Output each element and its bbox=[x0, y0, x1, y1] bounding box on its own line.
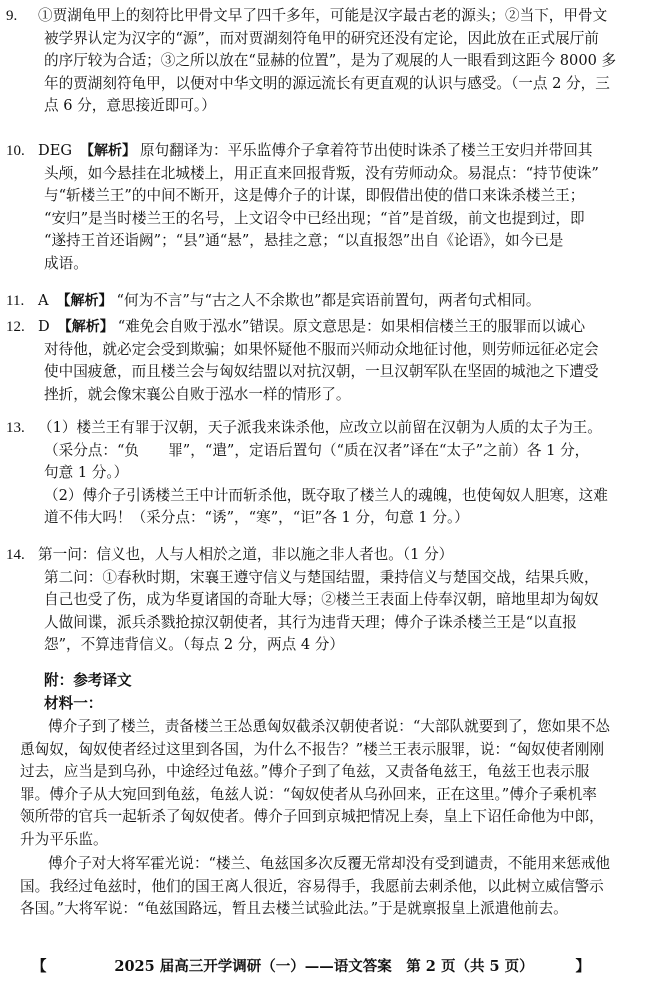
question-number: 11. bbox=[6, 293, 25, 309]
analysis-text: 头颅，如今悬挂在北城楼上，用正直来回报背叛，没有劳师动众。易混点：“持节使诛” bbox=[44, 164, 599, 182]
answer-text: 道不伟大吗！（采分点：“诱”，“寒”，“讵”各 1 分，句意 1 分。） bbox=[44, 509, 469, 527]
question-number: 13. bbox=[6, 420, 25, 436]
analysis-text: 与“斩楼兰王”的中间不断开，这是傅介子的计谋，即假借出使的借口来诛杀楼兰王； bbox=[44, 187, 585, 205]
answer-text: 被学界认定为汉字的“源”，而对贾湖刻符龟甲的研究还没有定论，因此放在正式展厅前 bbox=[44, 29, 599, 47]
analysis-text: “遂持王首还诣阙”；“县”通“悬”，悬挂之意；“以直报怨”出自《论语》，如今已是 bbox=[44, 232, 564, 250]
material-label: 材料一： bbox=[44, 694, 103, 712]
question-number: 10. bbox=[6, 143, 25, 159]
appendix bbox=[6, 670, 638, 715]
analysis-text: “何为不言”与“古之人不余欺也”都是宾语前置句，两者句式相同。 bbox=[116, 292, 541, 309]
footer-left-bracket: 【 bbox=[32, 958, 47, 975]
question-14 bbox=[6, 544, 638, 657]
question-11 bbox=[6, 290, 638, 313]
translation-line: 过去，应当是到乌孙，中途经过龟兹。”傅介子到了龟兹，又责备龟兹王，龟兹王也表示服 bbox=[20, 763, 590, 781]
translation-line: 升为平乐监。 bbox=[20, 830, 108, 848]
translation-line: 国。我经过龟兹时，他们的国王离人很近，容易得手，我愿前去刺杀他，以此树立威信警示 bbox=[20, 877, 604, 895]
translation-paragraph-1 bbox=[6, 716, 638, 852]
footer-right-bracket: 】 bbox=[575, 958, 590, 975]
answer-key: DEG bbox=[38, 142, 73, 159]
answer-text: 第一问：信义也，人与人相於之道，非以施之非人者也。（1 分） bbox=[38, 546, 454, 563]
footer-text: 2025 届高三开学调研（一）——语文答案 第 2 页（共 5 页） bbox=[114, 958, 534, 975]
analysis-tag: 【解析】 bbox=[57, 319, 114, 335]
answer-text: 人做间谍，派兵杀戮抢掠汉朝使者，其行为违背天理；傅介子诛杀楼兰王是“以直报 bbox=[44, 613, 577, 631]
analysis-text: 原句翻译为：平乐监傅介子拿着符节出使时诛杀了楼兰王安归并带回其 bbox=[140, 142, 593, 159]
answer-text: 句意 1 分。） bbox=[44, 464, 129, 482]
answer-text: ①贾湖龟甲上的刻符比甲骨文早了四千多年，可能是汉字最古老的源头；②当下，甲骨文 bbox=[38, 7, 608, 24]
question-13 bbox=[6, 417, 638, 530]
question-10 bbox=[6, 140, 638, 276]
appendix-title: 附：参考译文 bbox=[44, 672, 132, 689]
analysis-text: “安归”是当时楼兰王的名号，上文诏令中已经出现；“首”是首级，前文也提到过，即 bbox=[44, 209, 585, 227]
translation-line: 各国。”大将军说：“龟兹国路远，暂且去楼兰试验此法。”于是就禀报皇上派遣他前去。 bbox=[20, 900, 568, 918]
analysis-tag: 【解析】 bbox=[56, 293, 113, 309]
answer-text: （2）傅介子引诱楼兰王中计而斩杀他，既夺取了楼兰人的魂魄，也使匈奴人胆寒，这难 bbox=[44, 486, 608, 504]
answer-text: 的序厅较为合适；③之所以放在“显赫的位置”，是为了观展的人一眼看到这距今 8000 多 bbox=[44, 52, 617, 70]
answer-key: D bbox=[38, 318, 50, 335]
answer-text: 自己也受了伤，成为华夏诸国的奇耻大辱；②楼兰王表面上侍奉汉朝，暗地里却为匈奴 bbox=[44, 591, 599, 609]
answer-text: （采分点：“负 罪”，“遣”，定语后置句（“质在汉者”译在“太子”之前）各 1 分， bbox=[44, 441, 590, 459]
question-number: 14. bbox=[6, 547, 25, 563]
analysis-text: 使中国疲惫，而且楼兰会与匈奴结盟以对抗汉朝，一旦汉朝军队在坚固的城池之下遭受 bbox=[44, 363, 599, 381]
answer-text: 点 6 分，意思接近即可。） bbox=[44, 97, 216, 115]
question-9 bbox=[6, 5, 638, 118]
analysis-tag: 【解析】 bbox=[80, 143, 137, 159]
translation-line: 领所带的官兵一起斩杀了匈奴使者。傅介子回到京城把情况上奏，皇上下诏任命他为中郎， bbox=[20, 808, 604, 826]
question-12 bbox=[6, 316, 638, 406]
analysis-text: “难免会自败于泓水”错误。原文意思是：如果相信楼兰王的服罪而以诚心 bbox=[117, 318, 586, 335]
answer-text: 怨”，不算违背信义。（每点 2 分，两点 4 分） bbox=[44, 636, 344, 654]
answer-text: （1）楼兰王有罪于汉朝，天子派我来诛杀他，应改立以前留在汉朝为人质的太子为王。 bbox=[38, 419, 602, 436]
analysis-text: 对待他，就必定会受到欺骗；如果怀疑他不服而兴师动众地征讨他，则劳师远征必定会 bbox=[44, 340, 599, 358]
translation-line: 傅介子对大将军霍光说：“楼兰、龟兹国多次反覆无常却没有受到谴责，不能用来惩戒他 bbox=[48, 855, 611, 872]
translation-line: 罪。傅介子从大宛回到龟兹，龟兹人说：“匈奴使者从乌孙回来，正在这里。”傅介子乘机率 bbox=[20, 785, 597, 803]
answer-text: 第二问：①春秋时期，宋襄王遵守信义与楚国结盟，秉持信义与楚国交战，结果兵败， bbox=[44, 568, 599, 586]
translation-paragraph-2 bbox=[6, 853, 638, 921]
question-number: 9. bbox=[6, 8, 18, 24]
analysis-text: 挫折，就会像宋襄公自败于泓水一样的情形了。 bbox=[44, 385, 351, 403]
question-number: 12. bbox=[6, 319, 25, 335]
translation-line: 傅介子到了楼兰，责备楼兰王怂恿匈奴截杀汉朝使者说：“大部队就要到了，您如果不怂 bbox=[48, 718, 611, 735]
translation-line: 恿匈奴，匈奴使者经过这里到各国，为什么不报告？”楼兰王表示服罪，说：“匈奴使者刚刚 bbox=[20, 740, 605, 758]
answer-text: 年的贾湖刻符龟甲，以便对中华文明的源远流长有更直观的认识与感受。（一点 2 分，三 bbox=[44, 74, 610, 92]
analysis-text: 成语。 bbox=[44, 254, 88, 272]
page-footer bbox=[0, 955, 648, 979]
answer-key: A bbox=[38, 292, 49, 309]
